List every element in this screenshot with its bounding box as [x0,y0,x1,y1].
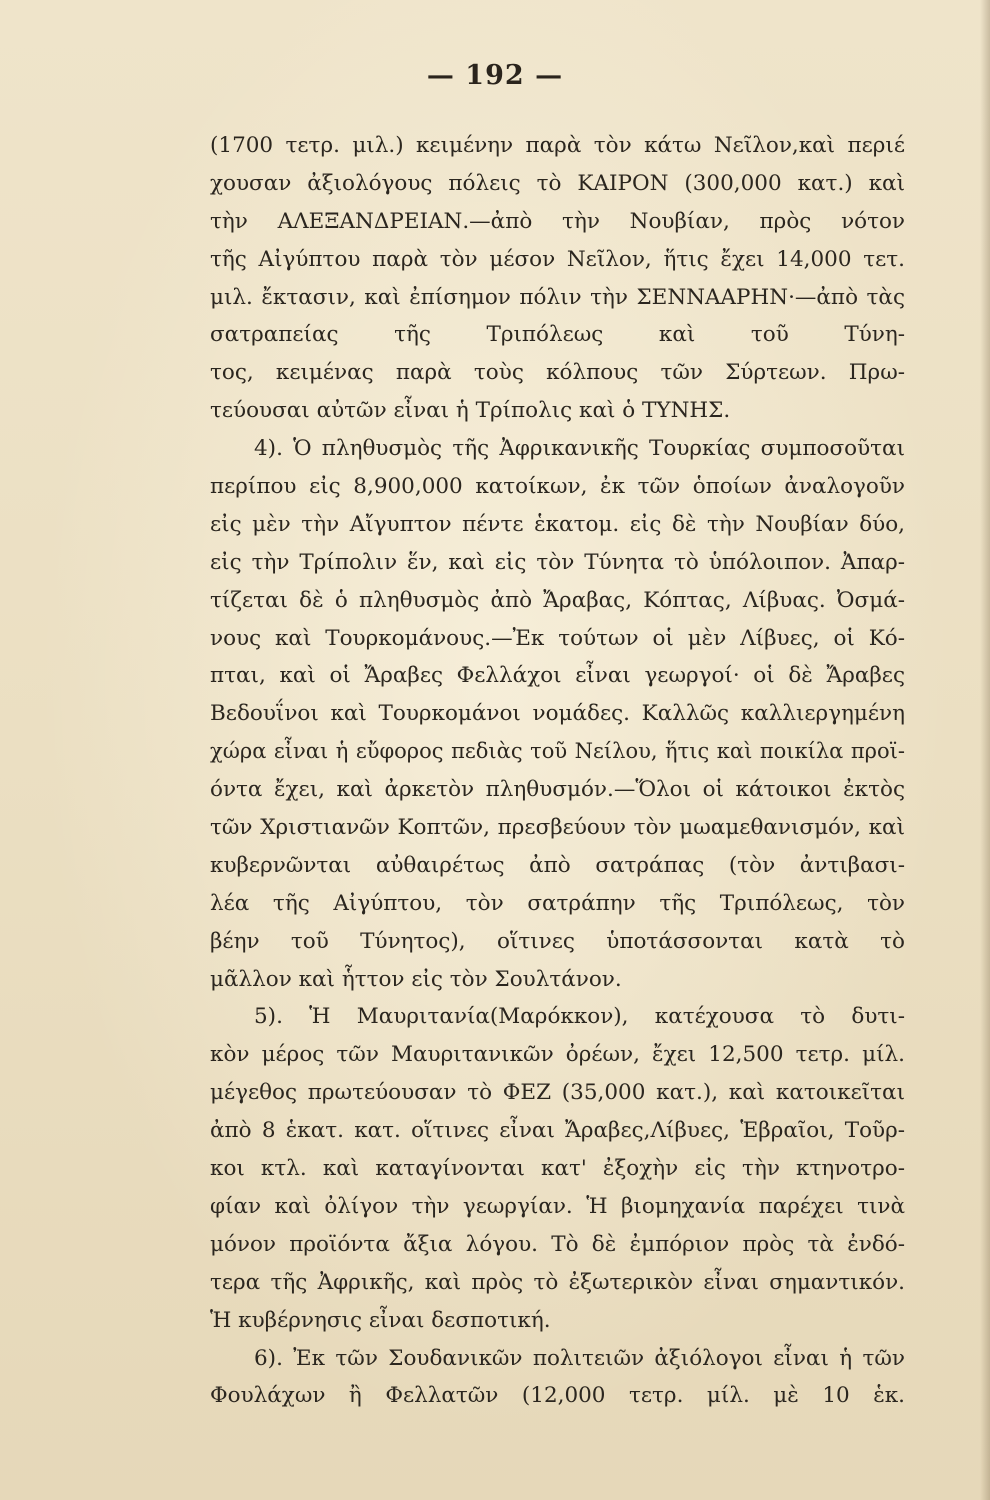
text-line: τὴν ΑΛΕΞΑΝΔΡΕΙΑΝ.—ἀπὸ τὴν Νουβίαν, πρὸς νότον [210,208,905,234]
text-line: μέγεθος πρωτεύουσαν τὸ ΦΕΖ (35,000 κατ.), καὶ κατοικεῖται [210,1080,905,1106]
page-body-text [210,127,905,1415]
text-line: λέα τῆς Αἰγύπτου, τὸν σατράπην τῆς Τριπόλεως, τὸν [210,890,905,916]
text-line: εἰς μὲν τὴν Αἴγυπτον πέντε ἑκατομ. εἰς δὲ τὴν Νουβίαν δύο, [210,511,905,537]
text-line: σατραπείας τῆς Τριπόλεως καὶ τοῦ Τύνη- [210,322,905,348]
text-line: 6). Ἐκ τῶν Σουδανικῶν πολιτειῶν ἀξιόλογοι εἶναι ἡ τῶν [254,1345,905,1371]
text-line: (1700 τετρ. μιλ.) κειμένην παρὰ τὸν κάτω Νεῖλον,καὶ περιέ [210,133,905,158]
text-line: κοι κτλ. καὶ καταγίνονται κατ' ἐξοχὴν εἰς τὴν κτηνοτρο- [210,1156,905,1182]
text-line: πται, καὶ οἱ Ἄραβες Φελλάχοι εἶναι γεωργοί· οἱ δὲ Ἄραβες [210,663,905,689]
text-line: τῶν Χριστιανῶν Κοπτῶν, πρεσβεύουν τὸν μωαμεθανισμόν, καὶ [210,815,905,841]
text-line: τεύουσαι αὐτῶν εἶναι ἡ Τρίπολις καὶ ὁ ΤΥΝΗΣ. [210,398,731,424]
text-line: ἀπὸ 8 ἑκατ. κατ. οἵτινες εἶναι Ἄραβες,Λίβυες, Ἑβραῖοι, Τοῦρ- [210,1118,905,1144]
text-line: χώρα εἶναι ἡ εὔφορος πεδιὰς τοῦ Νείλου, ἥτις καὶ ποικίλα προϊ- [210,739,905,764]
text-line: Φουλάχων ἢ Φελλατῶν (12,000 τετρ. μίλ. μὲ 10 ἑκ. [210,1383,905,1409]
text-line: μᾶλλον καὶ ἧττον εἰς τὸν Σουλτάνον. [210,966,622,992]
text-line: Βεδουΐνοι καὶ Τουρκομάνοι νομάδες. Καλλῶς καλλιεργημένη [210,701,905,727]
text-line: κὸν μέρος τῶν Μαυριτανικῶν ὀρέων, ἔχει 12,500 τετρ. μίλ. [210,1042,905,1068]
text-line: περίπου εἰς 8,900,000 κατοίκων, ἐκ τῶν ὁποίων ἀναλογοῦν [210,474,905,500]
text-line: νους καὶ Τουρκομάνους.—Ἐκ τούτων οἱ μὲν Λίβυες, οἱ Κό- [210,625,905,651]
text-line: κυβερνῶνται αὐθαιρέτως ἀπὸ σατράπας (τὸν ἀντιβασι- [210,852,905,878]
text-line: 5). Ἡ Μαυριτανία(Μαρόκκον), κατέχουσα τὸ δυτι- [254,1004,905,1030]
text-line: φίαν καὶ ὀλίγον τὴν γεωργίαν. Ἡ βιομηχανία παρέχει τινὰ [210,1193,905,1219]
text-line: τίζεται δὲ ὁ πληθυσμὸς ἀπὸ Ἄραβας, Κόπτας, Λίβυας. Ὀσμά- [210,587,905,613]
text-line: Ἡ κυβέρνησις εἶναι δεσποτική. [210,1307,551,1333]
text-line: όντα ἔχει, καὶ ἀρκετὸν πληθυσμόν.—Ὅλοι οἱ κάτοικοι ἐκτὸς [210,777,905,803]
text-line: τῆς Αἰγύπτου παρὰ τὸν μέσον Νεῖλον, ἥτις ἔχει 14,000 τετ. [210,246,905,272]
text-line: 4). Ὁ πληθυσμὸς τῆς Ἀφρικανικῆς Τουρκίας συμποσοῦται [254,436,905,462]
text-line: χουσαν ἀξιολόγους πόλεις τὸ ΚΑΙΡΟΝ (300,000 κατ.) καὶ [210,170,905,196]
page-number-header: — 192 — [426,60,564,91]
text-line: μόνον προϊόντα ἄξια λόγου. Τὸ δὲ ἐμπόριον πρὸς τὰ ἐνδό- [210,1231,905,1257]
page-edge-shadow [980,0,990,1500]
text-line: τερα τῆς Ἀφρικῆς, καὶ πρὸς τὸ ἐξωτερικὸν εἶναι σημαντικόν. [210,1269,905,1295]
text-line: μιλ. ἔκτασιν, καὶ ἐπίσημον πόλιν τὴν ΣΕΝΝΑΑΡΗΝ·—ἀπὸ τὰς [210,284,905,310]
text-line: εἰς τὴν Τρίπολιν ἕν, καὶ εἰς τὸν Τύνητα τὸ ὑπόλοιπον. Ἀπαρ- [210,549,905,575]
text-line: βέην τοῦ Τύνητος), οἵτινες ὑποτάσσονται κατὰ τὸ [210,928,905,954]
text-line: τος, κειμένας παρὰ τοὺς κόλπους τῶν Σύρτεων. Πρω- [210,360,905,386]
